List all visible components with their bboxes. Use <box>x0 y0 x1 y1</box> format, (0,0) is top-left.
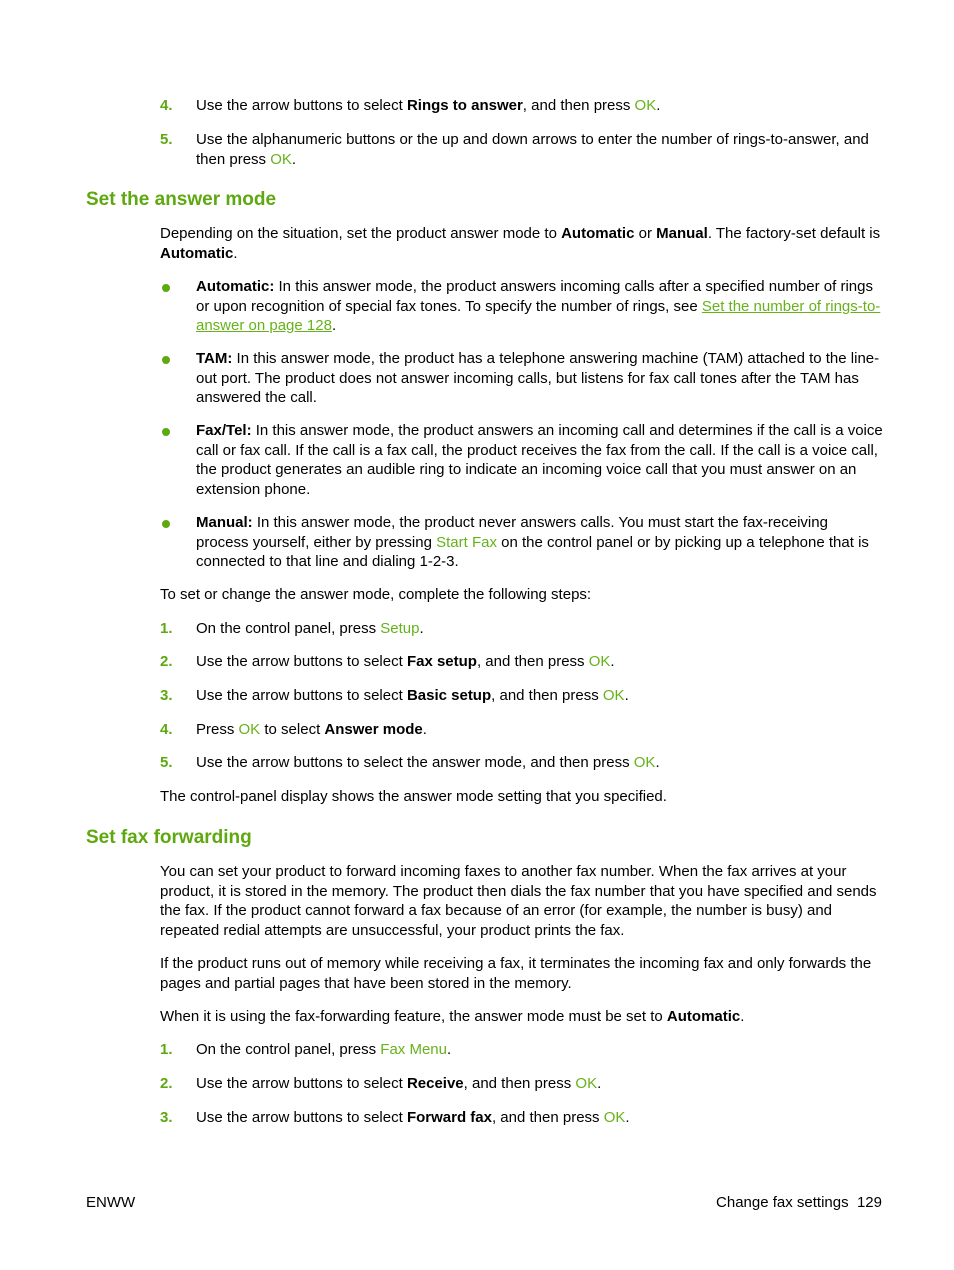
step-4-rings: 4. Use the arrow buttons to select Rings to answer, and then press OK. <box>160 97 661 114</box>
fax-menu-key: Fax Menu <box>380 1041 447 1058</box>
ok-key: OK <box>634 97 657 114</box>
footer-right <box>716 1193 882 1213</box>
bullet-dot-icon <box>162 284 170 292</box>
step-number: 4. <box>160 721 173 738</box>
ok-key: OK <box>633 754 656 771</box>
start-fax-key: Start Fax <box>436 533 497 551</box>
ok-key: OK <box>575 1075 598 1092</box>
forward-step-3: 3. Use the arrow buttons to select Forward fax, and then press OK. <box>160 1109 630 1126</box>
page-number: 129 <box>856 1194 882 1211</box>
answer-step-1: 1. On the control panel, press Setup. <box>160 620 424 637</box>
setup-key: Setup <box>380 620 420 637</box>
step-number: 3. <box>160 1109 173 1126</box>
step-number: 2. <box>160 653 173 670</box>
bullet-automatic: Automatic: In this answer mode, the product answers incoming calls after a specified number of rings or upon recognition of special fax tones. To specify the number of rings, see Set the number of rings-to-answer on page 128. <box>160 277 884 336</box>
step-5-rings: 5. Use the alphanumeric buttons or the up and down arrows to enter the number of rings-to-answer, and then press OK. <box>160 131 869 168</box>
step-number: 1. <box>160 620 173 637</box>
footer-left: ENWW <box>86 1194 136 1211</box>
fax-forwarding-para-2: If the product runs out of memory while receiving a fax, it terminates the incoming fax and only forwards the pages and partial pages that have been stored in the memory. <box>160 955 872 992</box>
bullet-fax-tel: Fax/Tel: In this answer mode, the product answers an incoming call and determines if the call is a voice call or fax call. If the call is a fax call, the product receives the fax from the call. If the call is a voice call, the product generates an audible ring to indicate an incoming voice call that you must answer on an extension phone. <box>160 421 884 499</box>
bullet-tam: TAM: In this answer mode, the product has a telephone answering machine (TAM) attached to the line-out port. The product does not answer incoming calls, but listens for fax call tones after the TAM has answered the call. <box>160 349 884 408</box>
answer-step-3: 3. Use the arrow buttons to select Basic setup, and then press OK. <box>160 687 629 704</box>
bullet-dot-icon <box>162 520 170 528</box>
forward-step-1: 1. On the control panel, press Fax Menu. <box>160 1041 452 1058</box>
answer-mode-steps-lead: To set or change the answer mode, complete the following steps: <box>160 586 592 603</box>
ok-key: OK <box>238 721 261 738</box>
step-number: 1. <box>160 1041 173 1058</box>
ok-key: OK <box>270 150 292 168</box>
answer-mode-outro: The control-panel display shows the answer mode setting that you specified. <box>160 788 667 805</box>
step-number: 3. <box>160 687 173 704</box>
answer-step-5: 5. Use the arrow buttons to select the answer mode, and then press OK. <box>160 754 660 771</box>
fax-forwarding-para-3: When it is using the fax-forwarding feature, the answer mode must be set to Automatic. <box>160 1008 745 1025</box>
ok-key: OK <box>603 1109 626 1126</box>
forward-step-2: 2. Use the arrow buttons to select Receive, and then press OK. <box>160 1075 602 1092</box>
bullet-dot-icon <box>162 428 170 436</box>
answer-step-2: 2. Use the arrow buttons to select Fax setup, and then press OK. <box>160 653 615 670</box>
answer-mode-intro: Depending on the situation, set the product answer mode to Automatic or Manual. The factory-set default is Automatic. <box>160 225 881 262</box>
step-number: 4. <box>160 97 173 114</box>
rings-to-answer-link[interactable]: Set the number of rings-to-answer on page 128 <box>196 297 881 334</box>
bullet-dot-icon <box>162 356 170 364</box>
step-number: 5. <box>160 754 173 771</box>
footer-chapter: Change fax settings <box>716 1194 849 1211</box>
ok-key: OK <box>588 653 611 670</box>
answer-step-4: 4. Press OK to select Answer mode. <box>160 721 427 738</box>
ok-key: OK <box>602 687 625 704</box>
section-heading-answer-mode: Set the answer mode <box>86 189 277 210</box>
section-heading-fax-forwarding: Set fax forwarding <box>86 827 252 848</box>
step-number: 5. <box>160 131 173 148</box>
fax-forwarding-para-1: You can set your product to forward incoming faxes to another fax number. When the fax arrives at your product, it is stored in the memory. The product then dials the fax number that you have specified and sends the fax. If the product cannot forward a fax because of an error (for example, the number is busy) and repeated redial attempts are unsuccessful, your product prints the fax. <box>160 863 877 939</box>
step-number: 2. <box>160 1075 173 1092</box>
bullet-manual: Manual: In this answer mode, the product never answers calls. You must start the fax-receiving process yourself, either by pressing Start Fax on the control panel or by picking up a telephone that is connected to that line and dialing 1-2-3. <box>160 513 884 572</box>
